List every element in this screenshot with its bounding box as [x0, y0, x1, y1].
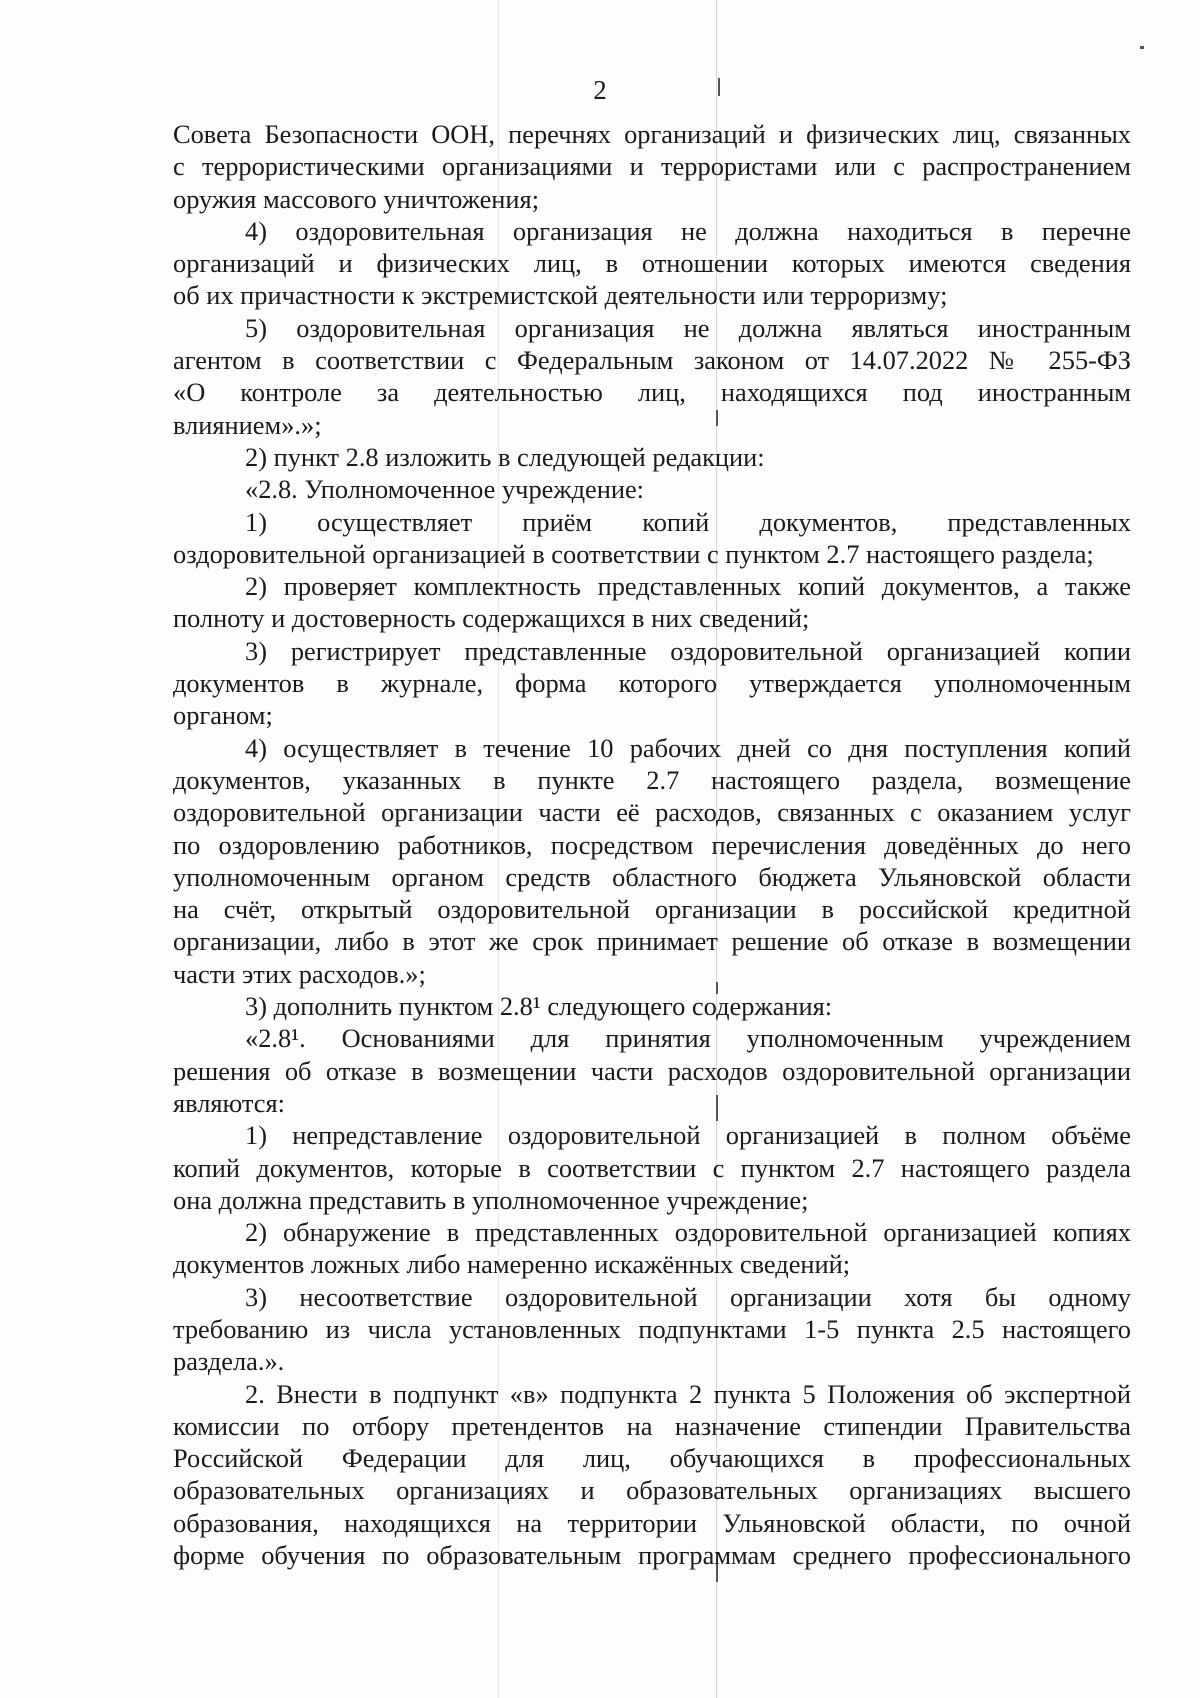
text-line: агентом в соответствии с Федеральным законом от 14.07.2022 № 255-ФЗ — [173, 345, 1131, 376]
text-line: 3) дополнить пунктом 2.8¹ следующего содержания: — [245, 991, 833, 1022]
text-line: документов, указанных в пункте 2.7 настоящего раздела, возмещение — [173, 764, 1131, 795]
text-line: Российской Федерации для лиц, обучающихся в профессиональных — [173, 1443, 1131, 1474]
text-line: части этих расходов.»; — [173, 958, 426, 989]
text-line: «2.8¹. Основаниями для принятия уполномоченным учреждением — [245, 1023, 1131, 1054]
text-line: документов ложных либо намеренно искажённых сведений; — [173, 1249, 851, 1280]
text-line: она должна представить в уполномоченное учреждение; — [173, 1184, 809, 1215]
text-line: Совета Безопасности ООН, перечнях организаций и физических лиц, связанных — [173, 119, 1131, 149]
page-number: 2 — [593, 75, 607, 105]
text-line: по оздоровлению работников, посредством перечисления доведённых до него — [173, 829, 1131, 860]
text-line: образовательных организациях и образовательных организациях высшего — [173, 1475, 1131, 1506]
text-line: с террористическими организациями и террористами или с распространением — [173, 151, 1131, 182]
text-line: «О контроле за деятельностью лиц, находящихся под иностранным — [173, 377, 1131, 408]
scan-speck — [1140, 46, 1144, 49]
document-body — [173, 118, 1131, 1571]
text-line: «2.8. Уполномоченное учреждение: — [245, 474, 645, 505]
text-line: 4) осуществляет в течение 10 рабочих дней со дня поступления копий — [245, 732, 1131, 763]
text-line: полноту и достоверность содержащихся в них сведений; — [173, 603, 810, 634]
text-line: требованию из числа установленных подпунктами 1-5 пункта 2.5 настоящего — [173, 1313, 1131, 1344]
text-line: органом; — [173, 700, 273, 731]
text-line: 2) обнаружение в представленных оздоровительной организацией копиях — [245, 1217, 1131, 1248]
text-line: оздоровительной организации части её расходов, связанных с оказанием услуг — [173, 797, 1131, 828]
text-line: 1) осуществляет приём копий документов, представленных — [245, 506, 1131, 537]
text-line: 3) регистрирует представленные оздоровительной организацией копии — [245, 635, 1131, 666]
text-line: 2) пункт 2.8 изложить в следующей редакции: — [245, 441, 765, 472]
text-line: оздоровительной организацией в соответствии с пунктом 2.7 настоящего раздела; — [173, 538, 1094, 569]
text-line: 2) проверяет комплектность представленных копий документов, а также — [245, 571, 1131, 602]
text-line: являются: — [173, 1087, 285, 1118]
text-line: документов в журнале, форма которого утверждается уполномоченным — [173, 668, 1131, 699]
text-line: раздела.». — [173, 1346, 285, 1377]
text-line: на счёт, открытый оздоровительной организации в российской кредитной — [173, 894, 1131, 925]
text-line: решения об отказе в возмещении части расходов оздоровительной организации — [173, 1055, 1131, 1086]
text-line: копий документов, которые в соответствии с пунктом 2.7 настоящего раздела — [173, 1152, 1131, 1183]
text-line: оружия массового уничтожения; — [173, 183, 540, 214]
text-line: организаций и физических лиц, в отношении которых имеются сведения — [173, 248, 1131, 279]
text-line: 3) несоответствие оздоровительной организации хотя бы одному — [245, 1281, 1131, 1312]
text-line: 5) оздоровительная организация не должна являться иностранным — [245, 312, 1131, 343]
text-line: 1) непредставление оздоровительной организацией в полном объёме — [245, 1120, 1131, 1151]
text-line: уполномоченным органом средств областного бюджета Ульяновской области — [173, 861, 1131, 892]
text-line: организации, либо в этот же срок принимает решение об отказе в возмещении — [173, 926, 1131, 957]
text-line: об их причастности к экстремистской деятельности или терроризму; — [173, 280, 948, 311]
text-line: образования, находящихся на территории Ульяновской области, по очной — [173, 1507, 1131, 1538]
text-line: 4) оздоровительная организация не должна находиться в перечне — [245, 215, 1131, 246]
text-line: влиянием».»; — [173, 409, 322, 440]
text-line: комиссии по отбору претендентов на назначение стипендии Правительства — [173, 1410, 1131, 1441]
text-line: 2. Внести в подпункт «в» подпункта 2 пункта 5 Положения об экспертной — [245, 1378, 1131, 1409]
text-line: форме обучения по образовательным программам среднего профессионального — [173, 1540, 1131, 1571]
